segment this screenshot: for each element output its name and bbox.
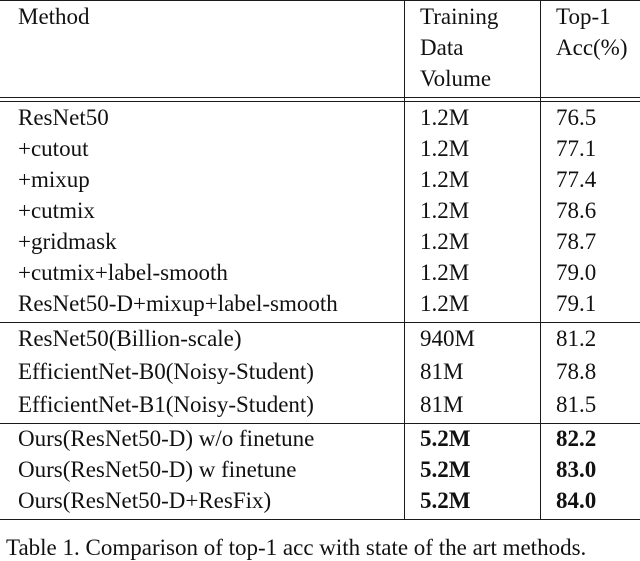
row-method: ResNet50(Billion-scale): [18, 326, 242, 351]
row-acc: 78.8: [556, 359, 597, 384]
table-caption: Table 1. Comparison of top-1 acc with state of the art methods.: [6, 535, 587, 560]
header-acc-line-1: Top-1: [556, 4, 611, 29]
row-method: Ours(ResNet50-D+ResFix): [18, 488, 272, 513]
row-acc: 77.4: [556, 167, 597, 192]
row-method: Ours(ResNet50-D) w/o finetune: [18, 426, 315, 451]
row-volume: 5.2M: [420, 488, 471, 513]
column-divider-1: [404, 0, 405, 520]
row-method: EfficientNet-B0(Noisy-Student): [18, 359, 314, 384]
row-acc: 84.0: [556, 488, 597, 513]
row-method: EfficientNet-B1(Noisy-Student): [18, 392, 314, 417]
table-bottom-rule: [0, 519, 640, 520]
row-acc: 77.1: [556, 136, 597, 161]
row-volume: 5.2M: [420, 426, 471, 451]
row-acc: 81.5: [556, 392, 597, 417]
row-method: +mixup: [18, 167, 90, 192]
row-acc: 81.2: [556, 326, 597, 351]
row-method: Ours(ResNet50-D) w finetune: [18, 457, 297, 482]
row-acc: 78.6: [556, 198, 597, 223]
row-acc: 79.0: [556, 260, 597, 285]
row-volume: 81M: [420, 359, 464, 384]
row-volume: 5.2M: [420, 457, 471, 482]
header-volume-line-3: Volume: [420, 66, 492, 91]
header-method: Method: [18, 4, 90, 29]
row-method: +gridmask: [18, 229, 117, 254]
header-rule-upper: [0, 97, 640, 98]
row-method: +cutout: [18, 136, 89, 161]
header-volume-line-1: Training: [420, 4, 499, 29]
row-volume: 1.2M: [420, 136, 470, 161]
row-volume: 1.2M: [420, 167, 470, 192]
header-acc-line-2: Acc(%): [556, 35, 628, 60]
row-method: +cutmix+label-smooth: [18, 260, 228, 285]
header-volume-line-2: Data: [420, 35, 464, 60]
row-acc: 78.7: [556, 229, 597, 254]
row-volume: 1.2M: [420, 105, 470, 130]
row-method: ResNet50: [18, 105, 109, 130]
row-method: +cutmix: [18, 198, 95, 223]
row-method: ResNet50-D+mixup+label-smooth: [18, 291, 338, 316]
row-acc: 82.2: [556, 426, 597, 451]
row-volume: 81M: [420, 392, 464, 417]
row-volume: 1.2M: [420, 291, 470, 316]
table-top-rule: [0, 0, 640, 1]
row-volume: 1.2M: [420, 198, 470, 223]
row-acc: 83.0: [556, 457, 597, 482]
row-volume: 1.2M: [420, 229, 470, 254]
row-acc: 79.1: [556, 291, 597, 316]
row-volume: 940M: [420, 326, 475, 351]
row-volume: 1.2M: [420, 260, 470, 285]
column-divider-2: [540, 0, 541, 520]
row-acc: 76.5: [556, 105, 597, 130]
